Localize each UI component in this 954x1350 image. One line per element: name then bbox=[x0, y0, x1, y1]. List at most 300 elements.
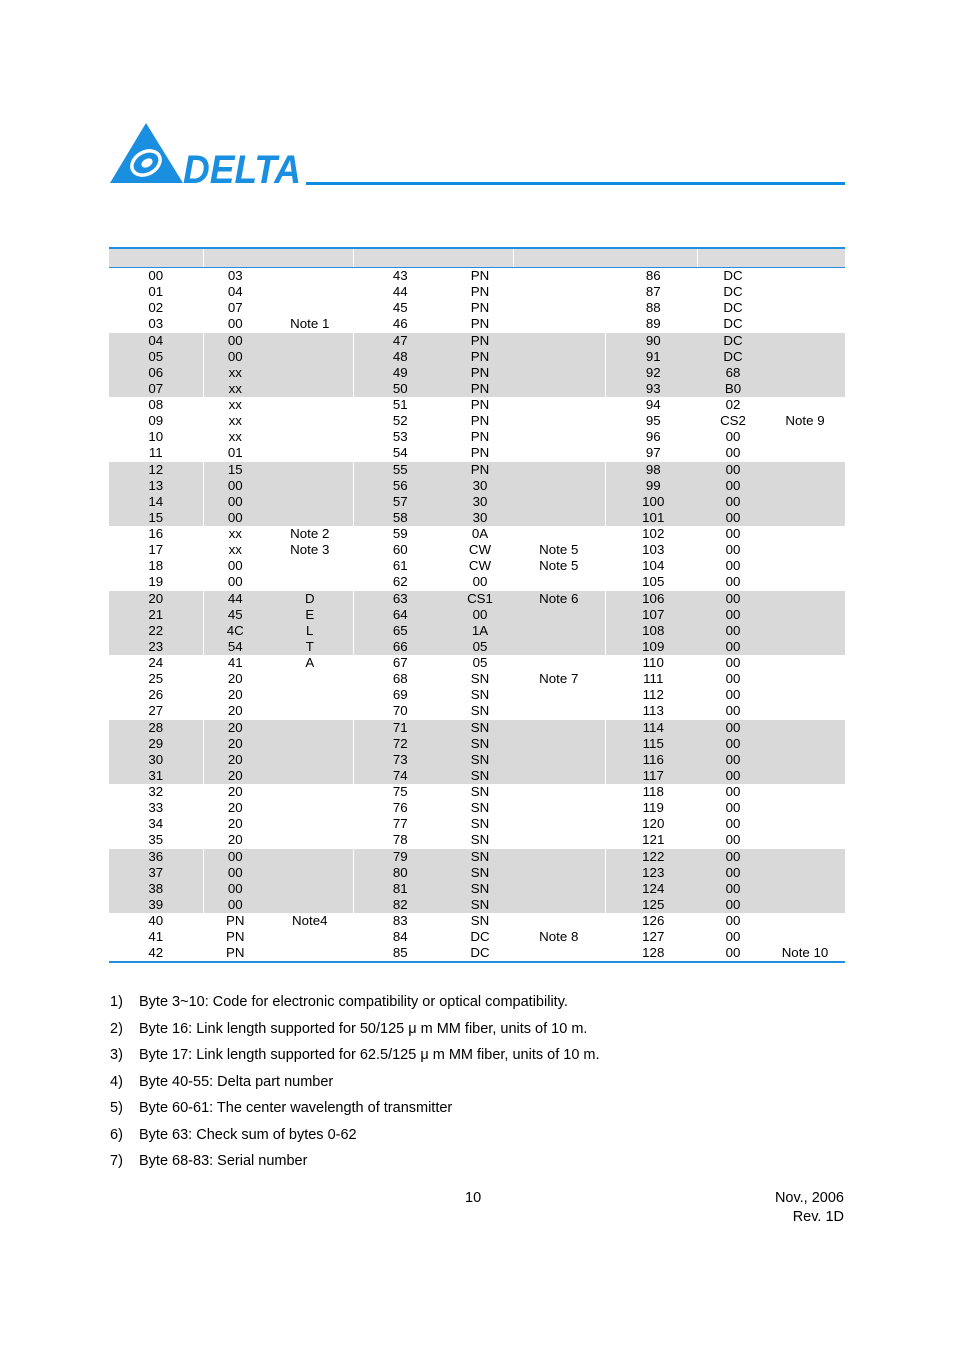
table-cell bbox=[267, 784, 353, 800]
table-cell bbox=[765, 558, 845, 574]
table-cell: 101 bbox=[605, 510, 701, 526]
table-cell: 41 bbox=[227, 655, 243, 671]
table-row bbox=[109, 300, 845, 316]
table-cell: 20 bbox=[227, 816, 243, 832]
table-cell bbox=[267, 284, 353, 300]
table-cell bbox=[513, 510, 605, 526]
table-cell bbox=[513, 268, 605, 284]
table-cell: 00 bbox=[725, 945, 741, 961]
table-cell bbox=[513, 881, 605, 897]
table-cell: 30 bbox=[109, 752, 203, 768]
table-cell: T bbox=[267, 639, 353, 655]
table-cell: 30 bbox=[447, 478, 513, 494]
table-cell: 00 bbox=[701, 510, 765, 526]
table-cell: 24 bbox=[109, 655, 203, 671]
table-cell bbox=[267, 816, 353, 832]
table-cell bbox=[765, 494, 845, 510]
table-cell bbox=[513, 623, 605, 639]
table-cell bbox=[513, 655, 605, 671]
table-cell: 51 bbox=[392, 397, 408, 413]
table-row bbox=[109, 494, 845, 510]
table-cell: PN bbox=[226, 913, 245, 929]
table-cell: 64 bbox=[353, 607, 447, 623]
table-cell bbox=[267, 768, 353, 784]
table-cell bbox=[765, 736, 845, 752]
table-cell bbox=[513, 687, 605, 703]
table-cell bbox=[267, 429, 353, 445]
table-cell: PN bbox=[226, 929, 245, 945]
table-cell: 00 bbox=[725, 542, 741, 558]
table-cell: 20 bbox=[227, 671, 243, 687]
table-cell bbox=[267, 381, 353, 397]
table-cell: 18 bbox=[109, 558, 203, 574]
table-row bbox=[109, 687, 845, 703]
table-cell bbox=[765, 429, 845, 445]
table-row bbox=[109, 849, 845, 865]
table-cell: 82 bbox=[353, 897, 447, 913]
table-cell bbox=[765, 510, 845, 526]
table-cell: DC bbox=[701, 349, 765, 365]
table-cell bbox=[765, 526, 845, 542]
table-cell: 05 bbox=[109, 349, 203, 365]
table-cell bbox=[267, 687, 353, 703]
table-cell: 20 bbox=[227, 687, 243, 703]
table-cell bbox=[267, 445, 353, 461]
table-row bbox=[109, 574, 845, 590]
table-cell: 95 bbox=[645, 413, 661, 429]
table-cell: 00 bbox=[725, 929, 741, 945]
table-cell: PN bbox=[447, 365, 513, 381]
table-cell: 80 bbox=[353, 865, 447, 881]
table-cell: 09 bbox=[109, 413, 203, 429]
table-cell bbox=[513, 768, 605, 784]
table-cell: 20 bbox=[203, 736, 267, 752]
table-cell: CS2 bbox=[720, 413, 746, 429]
table-cell: SN bbox=[447, 865, 513, 881]
table-cell: 89 bbox=[645, 316, 661, 332]
table-cell bbox=[765, 816, 845, 832]
table-cell: 75 bbox=[392, 784, 408, 800]
note-item: 6) Byte 63: Check sum of bytes 0-62 bbox=[110, 1126, 357, 1143]
footer-date: Nov., 2006 bbox=[774, 1190, 844, 1206]
table-cell bbox=[513, 832, 605, 848]
table-cell: 121 bbox=[642, 832, 665, 848]
table-cell: 08 bbox=[109, 397, 203, 413]
table-cell: 41 bbox=[109, 929, 203, 945]
note-item: 7) Byte 68-83: Serial number bbox=[110, 1153, 308, 1169]
table-cell: 00 bbox=[701, 607, 765, 623]
table-cell: 00 bbox=[203, 349, 267, 365]
table-cell: 00 bbox=[701, 591, 765, 607]
table-cell: 00 bbox=[447, 607, 513, 623]
table-bottom-rule bbox=[109, 961, 845, 963]
table-cell: PN bbox=[470, 413, 490, 429]
table-cell bbox=[267, 510, 353, 526]
table-cell: 98 bbox=[605, 462, 701, 478]
header-rule bbox=[306, 182, 845, 185]
table-row bbox=[109, 413, 845, 429]
table-cell bbox=[513, 703, 605, 719]
table-cell bbox=[513, 752, 605, 768]
table-cell bbox=[267, 300, 353, 316]
table-cell: 04 bbox=[227, 284, 243, 300]
table-cell bbox=[513, 800, 605, 816]
table-cell bbox=[513, 429, 605, 445]
table-cell bbox=[267, 897, 353, 913]
table-cell: 15 bbox=[109, 510, 203, 526]
table-cell: 00 bbox=[725, 655, 741, 671]
table-row bbox=[109, 897, 845, 913]
table-cell bbox=[267, 478, 353, 494]
table-cell: 16 bbox=[109, 526, 203, 542]
table-cell: 59 bbox=[392, 526, 408, 542]
table-cell: 43 bbox=[392, 268, 408, 284]
table-cell: SN bbox=[470, 703, 490, 719]
table-cell bbox=[513, 913, 605, 929]
table-cell: 92 bbox=[605, 365, 701, 381]
table-cell: 20 bbox=[203, 752, 267, 768]
table-cell bbox=[513, 816, 605, 832]
table-cell: SN bbox=[470, 800, 490, 816]
table-cell: SN bbox=[470, 687, 490, 703]
table-cell: Note 1 bbox=[267, 316, 353, 332]
table-row bbox=[109, 381, 845, 397]
table-cell: SN bbox=[470, 784, 490, 800]
table-cell: 10 bbox=[109, 429, 203, 445]
table-cell: Note 5 bbox=[513, 558, 605, 574]
table-cell: 91 bbox=[605, 349, 701, 365]
table-cell: 00 bbox=[725, 800, 741, 816]
table-cell: 00 bbox=[203, 333, 267, 349]
table-cell bbox=[765, 655, 845, 671]
table-cell bbox=[513, 849, 605, 865]
table-cell: 28 bbox=[109, 720, 203, 736]
table-cell bbox=[765, 784, 845, 800]
note-item: 3) Byte 17: Link length supported for 62.5/125 μ m MM fiber, units of 10 m. bbox=[110, 1047, 600, 1063]
table-cell: 00 bbox=[203, 478, 267, 494]
table-cell: 00 bbox=[227, 316, 243, 332]
table-cell bbox=[513, 300, 605, 316]
table-cell bbox=[267, 349, 353, 365]
table-cell: DC bbox=[723, 268, 743, 284]
table-cell bbox=[765, 929, 845, 945]
table-cell: 31 bbox=[109, 768, 203, 784]
table-cell bbox=[765, 703, 845, 719]
table-cell: 1A bbox=[447, 623, 513, 639]
table-cell: 96 bbox=[645, 429, 661, 445]
table-cell: 27 bbox=[109, 703, 203, 719]
table-cell: 23 bbox=[109, 639, 203, 655]
table-row bbox=[109, 929, 845, 945]
table-cell bbox=[765, 623, 845, 639]
table-cell: 00 bbox=[725, 445, 741, 461]
table-cell: 76 bbox=[392, 800, 408, 816]
table-cell bbox=[765, 333, 845, 349]
table-cell: PN bbox=[447, 462, 513, 478]
table-cell: 105 bbox=[642, 574, 665, 590]
table-cell: SN bbox=[447, 849, 513, 865]
table-cell: 14 bbox=[109, 494, 203, 510]
table-cell: 71 bbox=[353, 720, 447, 736]
table-cell: 103 bbox=[642, 542, 665, 558]
table-cell: 07 bbox=[227, 300, 243, 316]
table-cell bbox=[765, 913, 845, 929]
table-cell bbox=[267, 849, 353, 865]
table-cell: 128 bbox=[642, 945, 665, 961]
table-row bbox=[109, 397, 845, 413]
table-cell: 00 bbox=[701, 849, 765, 865]
table-cell: 77 bbox=[392, 816, 408, 832]
table-cell bbox=[267, 929, 353, 945]
table-cell bbox=[765, 832, 845, 848]
table-cell: 35 bbox=[109, 832, 203, 848]
table-cell: 38 bbox=[109, 881, 203, 897]
table-cell bbox=[765, 591, 845, 607]
table-row bbox=[109, 832, 845, 848]
table-cell: 00 bbox=[725, 558, 741, 574]
table-cell: Note 5 bbox=[513, 542, 605, 558]
table-cell: 00 bbox=[725, 784, 741, 800]
table-cell: DC bbox=[723, 284, 743, 300]
table-row bbox=[109, 365, 845, 381]
table-cell bbox=[765, 300, 845, 316]
table-cell bbox=[765, 268, 845, 284]
table-cell: 00 bbox=[701, 865, 765, 881]
table-row bbox=[109, 720, 845, 736]
table-cell: SN bbox=[447, 736, 513, 752]
table-cell bbox=[267, 720, 353, 736]
note-item: 5) Byte 60-61: The center wavelength of transmitter bbox=[110, 1100, 453, 1116]
table-cell bbox=[765, 365, 845, 381]
table-cell: 126 bbox=[642, 913, 665, 929]
table-row bbox=[109, 913, 845, 929]
note-item: 4) Byte 40-55: Delta part number bbox=[110, 1073, 334, 1090]
table-cell: 104 bbox=[642, 558, 665, 574]
table-row bbox=[109, 639, 845, 655]
table-cell bbox=[513, 365, 605, 381]
table-row bbox=[109, 607, 845, 623]
table-cell: 40 bbox=[109, 913, 203, 929]
table-cell bbox=[267, 574, 353, 590]
table-cell: 07 bbox=[109, 381, 203, 397]
table-cell: 00 bbox=[725, 526, 741, 542]
table-cell bbox=[765, 639, 845, 655]
table-cell: 00 bbox=[725, 671, 741, 687]
table-cell: 20 bbox=[109, 591, 203, 607]
table-cell: 120 bbox=[642, 816, 665, 832]
table-cell: 29 bbox=[109, 736, 203, 752]
table-cell bbox=[765, 800, 845, 816]
table-cell: 00 bbox=[472, 574, 488, 590]
table-row bbox=[109, 945, 845, 961]
table-cell: PN bbox=[470, 284, 490, 300]
table-cell bbox=[765, 478, 845, 494]
table-row bbox=[109, 316, 845, 332]
table-cell: 00 bbox=[725, 429, 741, 445]
table-cell: 26 bbox=[109, 687, 203, 703]
table-cell: 00 bbox=[701, 494, 765, 510]
table-cell: 00 bbox=[701, 623, 765, 639]
table-cell: xx bbox=[203, 365, 267, 381]
table-cell bbox=[267, 558, 353, 574]
table-cell: 86 bbox=[645, 268, 661, 284]
table-cell: 62 bbox=[392, 574, 408, 590]
table-row bbox=[109, 784, 845, 800]
table-body bbox=[109, 268, 845, 961]
table-cell: 00 bbox=[701, 478, 765, 494]
table-row bbox=[109, 591, 845, 607]
table-cell: 34 bbox=[109, 816, 203, 832]
table-cell bbox=[267, 413, 353, 429]
table-cell bbox=[513, 784, 605, 800]
table-cell: 20 bbox=[227, 832, 243, 848]
table-cell: SN bbox=[470, 816, 490, 832]
table-cell: SN bbox=[447, 720, 513, 736]
table-cell bbox=[513, 945, 605, 961]
table-row bbox=[109, 881, 845, 897]
table-cell: 03 bbox=[227, 268, 243, 284]
table-cell: D bbox=[267, 591, 353, 607]
note-item: 1) Byte 3~10: Code for electronic compatibility or optical compatibility. bbox=[110, 994, 568, 1010]
table-cell bbox=[267, 865, 353, 881]
table-cell bbox=[765, 671, 845, 687]
table-cell: A bbox=[267, 655, 353, 671]
table-cell: SN bbox=[470, 913, 490, 929]
table-cell bbox=[267, 736, 353, 752]
table-cell: 44 bbox=[203, 591, 267, 607]
table-cell: xx bbox=[228, 413, 242, 429]
table-cell: 127 bbox=[642, 929, 665, 945]
table-cell: 100 bbox=[605, 494, 701, 510]
table-row bbox=[109, 462, 845, 478]
table-cell bbox=[765, 752, 845, 768]
table-cell: 46 bbox=[392, 316, 408, 332]
table-cell: xx bbox=[228, 429, 242, 445]
table-cell: 05 bbox=[447, 639, 513, 655]
table-cell: Note 3 bbox=[267, 542, 353, 558]
table-cell: 01 bbox=[227, 445, 243, 461]
table-cell: CW bbox=[468, 558, 492, 574]
table-cell: 4C bbox=[203, 623, 267, 639]
table-cell bbox=[765, 897, 845, 913]
table-cell: Note 10 bbox=[781, 945, 829, 961]
table-cell: E bbox=[267, 607, 353, 623]
table-cell: L bbox=[267, 623, 353, 639]
table-cell bbox=[513, 381, 605, 397]
table-cell bbox=[513, 349, 605, 365]
table-row bbox=[109, 284, 845, 300]
table-cell: 58 bbox=[353, 510, 447, 526]
table-cell: Note 6 bbox=[513, 591, 605, 607]
table-cell: xx bbox=[228, 397, 242, 413]
table-cell: 42 bbox=[109, 945, 203, 961]
table-cell: 00 bbox=[701, 897, 765, 913]
table-cell: 22 bbox=[109, 623, 203, 639]
table-row bbox=[109, 445, 845, 461]
table-cell: 0A bbox=[471, 526, 489, 542]
table-cell: 99 bbox=[605, 478, 701, 494]
table-cell: 52 bbox=[392, 413, 408, 429]
table-cell: 00 bbox=[701, 768, 765, 784]
table-cell: 20 bbox=[227, 703, 243, 719]
table-cell bbox=[513, 413, 605, 429]
table-cell: 02 bbox=[725, 397, 741, 413]
table-cell bbox=[513, 607, 605, 623]
table-cell: 94 bbox=[645, 397, 661, 413]
table-cell: DC bbox=[470, 929, 490, 945]
table-cell: 19 bbox=[109, 574, 203, 590]
table-cell: 87 bbox=[645, 284, 661, 300]
table-cell: B0 bbox=[701, 381, 765, 397]
table-cell: 00 bbox=[203, 865, 267, 881]
table-cell: DC bbox=[470, 945, 490, 961]
table-cell: 81 bbox=[353, 881, 447, 897]
notes-list bbox=[110, 992, 850, 1178]
table-cell: 112 bbox=[642, 687, 664, 703]
table-cell: 00 bbox=[725, 703, 741, 719]
table-cell: 01 bbox=[109, 284, 203, 300]
table-cell: 25 bbox=[109, 671, 203, 687]
table-cell: Note 7 bbox=[513, 671, 605, 687]
table-row bbox=[109, 349, 845, 365]
table-cell bbox=[513, 284, 605, 300]
table-cell: 00 bbox=[725, 816, 741, 832]
table-cell: 37 bbox=[109, 865, 203, 881]
table-cell: DC bbox=[701, 333, 765, 349]
table-cell: Note 2 bbox=[267, 526, 353, 542]
table-cell bbox=[513, 333, 605, 349]
table-cell: SN bbox=[470, 832, 490, 848]
table-cell bbox=[765, 849, 845, 865]
table-cell: 00 bbox=[725, 832, 741, 848]
table-cell: 45 bbox=[392, 300, 408, 316]
table-cell: 70 bbox=[392, 703, 408, 719]
table-cell bbox=[765, 881, 845, 897]
table-cell: 11 bbox=[109, 445, 203, 461]
table-row bbox=[109, 526, 845, 542]
table-cell bbox=[267, 945, 353, 961]
table-cell: 79 bbox=[353, 849, 447, 865]
table-cell bbox=[765, 687, 845, 703]
table-cell: CS1 bbox=[447, 591, 513, 607]
table-cell: 61 bbox=[392, 558, 408, 574]
note-item: 2) Byte 16: Link length supported for 50/125 μ m MM fiber, units of 10 m. bbox=[110, 1020, 588, 1037]
table-cell: 63 bbox=[353, 591, 447, 607]
table-cell: 00 bbox=[203, 881, 267, 897]
table-cell: PN bbox=[470, 397, 490, 413]
table-cell: DC bbox=[723, 316, 743, 332]
table-cell bbox=[513, 865, 605, 881]
table-row bbox=[109, 429, 845, 445]
table-cell: 02 bbox=[109, 300, 203, 316]
table-cell: 48 bbox=[353, 349, 447, 365]
table-cell: 00 bbox=[725, 574, 741, 590]
table-cell: 06 bbox=[109, 365, 203, 381]
table-cell bbox=[267, 800, 353, 816]
table-row bbox=[109, 671, 845, 687]
table-cell bbox=[765, 720, 845, 736]
table-cell: 13 bbox=[109, 478, 203, 494]
table-cell: xx bbox=[203, 381, 267, 397]
table-cell: 83 bbox=[392, 913, 408, 929]
table-cell: 20 bbox=[227, 800, 243, 816]
table-cell: 45 bbox=[203, 607, 267, 623]
eeprom-table bbox=[109, 247, 845, 963]
table-cell: 00 bbox=[725, 687, 741, 703]
table-cell bbox=[765, 445, 845, 461]
table-cell: 36 bbox=[109, 849, 203, 865]
table-cell bbox=[513, 720, 605, 736]
